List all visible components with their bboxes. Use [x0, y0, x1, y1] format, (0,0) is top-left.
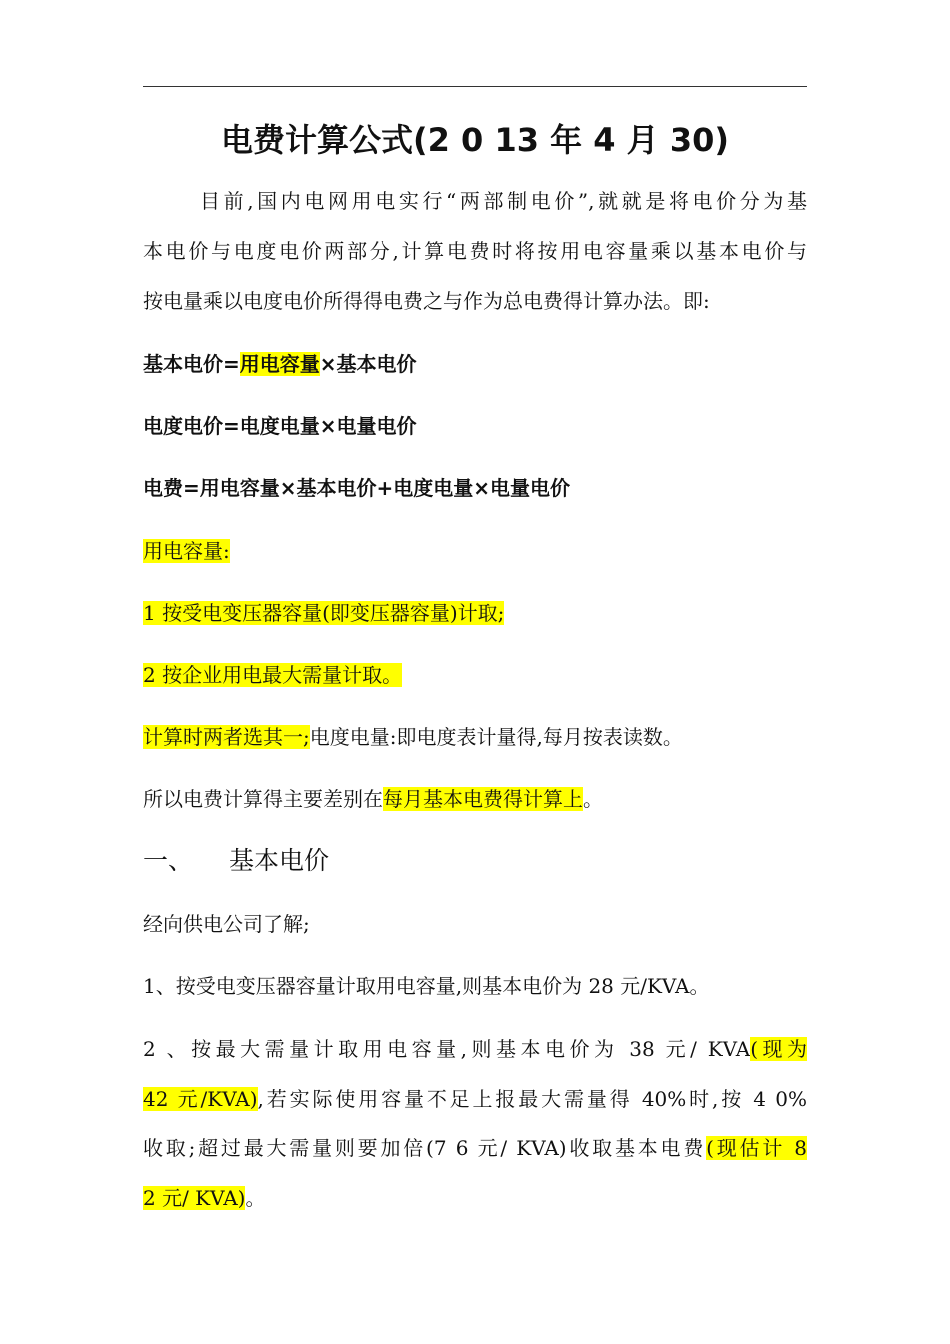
learn-line: 经向供电公司了解; — [143, 912, 310, 936]
intro-line-2: 本电价与电度电价两部分,计算电费时将按用电容量乘以基本电价与 — [143, 239, 807, 263]
formula-total-fee: 电费=用电容量×基本电价+电度电量×电量电价 — [143, 476, 571, 500]
capacity-label: 用电容量: — [143, 539, 230, 563]
difference-line: 所以电费计算得主要差别在每月基本电费得计算上。 — [143, 787, 603, 811]
point-2-line-2: 42 元/KVA),若实际使用容量不足上报最大需量得 40%时,按 4 0% — [143, 1087, 807, 1111]
page-title: 电费计算公式(2 0 13 年 4 月 30) — [221, 121, 729, 159]
point-2-line-4: 2 元/ KVA)。 — [143, 1186, 266, 1210]
point-2-line-3: 收取;超过最大需量则要加倍(7 6 元/ KVA)收取基本电费(现估计 8 — [143, 1136, 807, 1160]
point-2-line-1: 2 、按最大需量计取用电容量,则基本电价为 38 元/ KVA(现为 — [143, 1037, 807, 1061]
intro-line-3: 按电量乘以电度电价所得得电费之与作为总电费得计算办法。即: — [143, 289, 710, 313]
header-rule — [143, 86, 807, 87]
capacity-item-1: 1 按受电变压器容量(即变压器容量)计取; — [143, 601, 505, 625]
choose-one-line: 计算时两者选其一;电度电量:即电度表计量得,每月按表读数。 — [143, 725, 683, 749]
formula-basic-price: 基本电价=用电容量×基本电价 — [143, 352, 417, 376]
formula-energy-price: 电度电价=电度电量×电量电价 — [143, 414, 417, 438]
section-heading-basic-price — [143, 844, 807, 878]
intro-line-1: 目前,国内电网用电实行“两部制电价”,就就是将电价分为基 — [200, 189, 807, 213]
capacity-item-2: 2 按企业用电最大需量计取。 — [143, 663, 403, 687]
section-number: 一、 — [143, 846, 194, 875]
highlight-capacity: 用电容量 — [239, 352, 320, 376]
point-1: 1、按受电变压器容量计取用电容量,则基本电价为 28 元/KVA。 — [143, 974, 710, 998]
section-title: 基本电价 — [229, 846, 330, 875]
